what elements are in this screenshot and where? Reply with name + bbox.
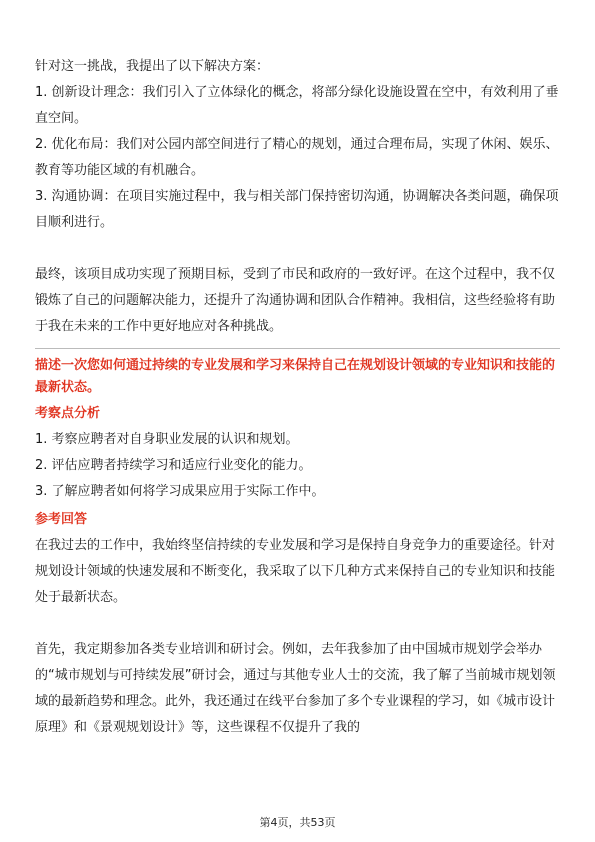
conclusion-paragraph: 最终，该项目成功实现了预期目标，受到了市民和政府的一致好评。在这个过程中，我不仅锻炼了自己的问题解决能力，还提升了沟通协调和团队合作精神。我相信，这些经验将有助于我在未来的工作中更好地应对各种挑战。	[35, 267, 556, 334]
page-footer: 第4页，共53页	[259, 816, 336, 829]
solution-item-1: 1. 创新设计理念：我们引入了立体绿化的概念，将部分绿化设施设置在空中，有效利用了垂直空间。	[35, 85, 559, 126]
answer-paragraph-1: 在我过去的工作中，我始终坚信持续的专业发展和学习是保持自身竞争力的重要途径。针对规划设计领域的快速发展和不断变化，我采取了以下几种方式来保持自己的专业知识和技能处于最新状态。	[35, 538, 556, 605]
solution-item-2: 2. 优化布局：我们对公园内部空间进行了精心的规划，通过合理布局，实现了休闲、娱乐、教育等功能区域的有机融合。	[35, 137, 559, 178]
spacer	[35, 236, 560, 262]
answer-paragraph-2: 首先，我定期参加各类专业培训和研讨会。例如，去年我参加了由中国城市规划学会举办的“城市规划与可持续发展”研讨会，通过与其他专业人士的交流，我了解了当前城市规划领域的最新趋势和理念。此外，我还通过在线平台参加了多个专业课程的学习，如《城市设计原理》和《景观规划设计》等，这些课程不仅提升了我的	[35, 642, 556, 735]
analysis-title: 考察点分析	[35, 406, 101, 421]
spacer	[35, 611, 560, 637]
document-page	[35, 54, 560, 741]
analysis-point-3: 3. 了解应聘者如何将学习成果应用于实际工作中。	[35, 484, 325, 499]
analysis-point-2: 2. 评估应聘者持续学习和适应行业变化的能力。	[35, 458, 312, 473]
section-divider	[35, 348, 560, 349]
question-heading: 描述一次您如何通过持续的专业发展和学习来保持自己在规划设计领域的专业知识和技能的最新状态。	[35, 358, 556, 395]
intro-paragraph: 针对这一挑战，我提出了以下解决方案：	[35, 59, 270, 74]
analysis-point-1: 1. 考察应聘者对自身职业发展的认识和规划。	[35, 432, 299, 447]
answer-title: 参考回答	[35, 512, 88, 527]
solution-item-3: 3. 沟通协调：在项目实施过程中，我与相关部门保持密切沟通，协调解决各类问题，确保项目顺利进行。	[35, 189, 559, 230]
